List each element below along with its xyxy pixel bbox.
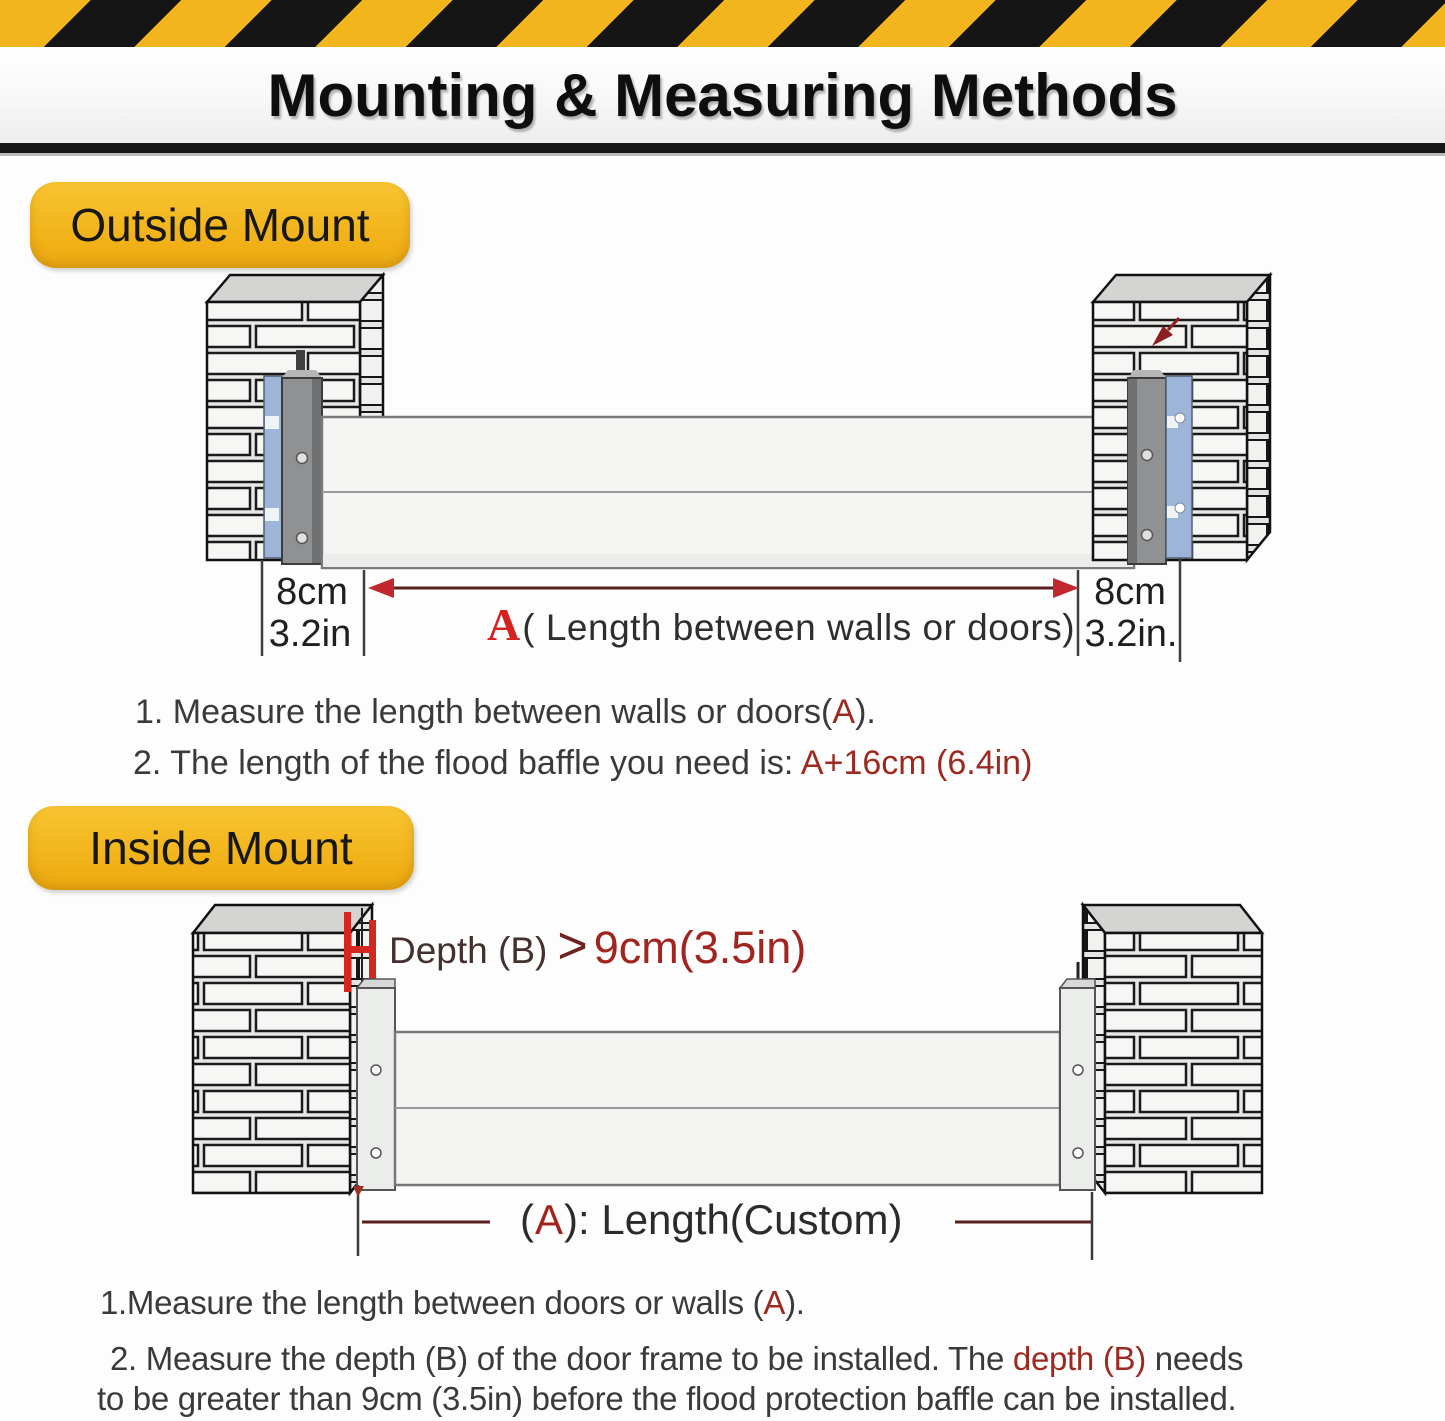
screw-icon xyxy=(1142,530,1153,541)
greater-than-sign: > xyxy=(557,917,588,975)
inside-right-channel xyxy=(1060,962,1095,1190)
outside-barrier-panel xyxy=(322,417,1134,568)
inside-length-label: ( A ): Length(Custom) xyxy=(520,1196,903,1243)
inside-left-channel xyxy=(357,979,395,1190)
arrowhead-left-icon xyxy=(368,578,394,598)
arrowhead-right-icon xyxy=(1053,578,1079,598)
title-band xyxy=(0,47,1445,143)
screw-icon xyxy=(297,453,308,464)
dim-right-cm: 8cm xyxy=(1094,571,1166,613)
outside-step-1: 1. Measure the length between walls or doors(A). xyxy=(135,693,876,731)
screw-icon xyxy=(1073,1065,1083,1075)
dim-left-cm: 8cm xyxy=(276,571,348,613)
dim-left-in: 3.2in xyxy=(268,613,352,655)
inside-right-pillar xyxy=(1083,905,1262,1193)
dim-letter-a: A xyxy=(487,599,521,650)
span-length-label: A ( Length between walls or doors) xyxy=(487,599,1076,650)
inside-step-2-line1: 2. Measure the depth (B) of the door frame to be installed. The depth (B) needs xyxy=(110,1340,1244,1377)
screw-icon xyxy=(371,1148,381,1158)
page-title: Mounting & Measuring Methods xyxy=(267,61,1178,129)
inside-mount-label: Inside Mount xyxy=(28,806,414,890)
header-divider xyxy=(0,143,1445,156)
outside-step-2: 2. The length of the flood baffle you need is: A+16cm (6.4in) xyxy=(133,744,1033,782)
hazard-stripe-banner xyxy=(0,0,1445,47)
inside-step-2-line2: to be greater than 9cm (3.5in) before the flood protection baffle can be installed. xyxy=(97,1380,1237,1417)
dim-right-in: 3.2in. xyxy=(1084,613,1178,655)
inside-step-1: 1.Measure the length between doors or walls (A). xyxy=(100,1284,805,1321)
screw-icon xyxy=(371,1065,381,1075)
screw-icon xyxy=(297,533,308,544)
screw-icon xyxy=(1142,450,1153,461)
screw-icon xyxy=(1073,1148,1083,1158)
outside-mount-label: Outside Mount xyxy=(30,182,410,268)
depth-annotation: Depth (B) > 9cm(3.5in) xyxy=(389,917,807,975)
inside-barrier-panel xyxy=(395,1032,1060,1185)
left-seal-strip xyxy=(264,376,282,558)
right-seal-strip xyxy=(1166,376,1192,558)
outside-left-channel xyxy=(264,350,322,564)
